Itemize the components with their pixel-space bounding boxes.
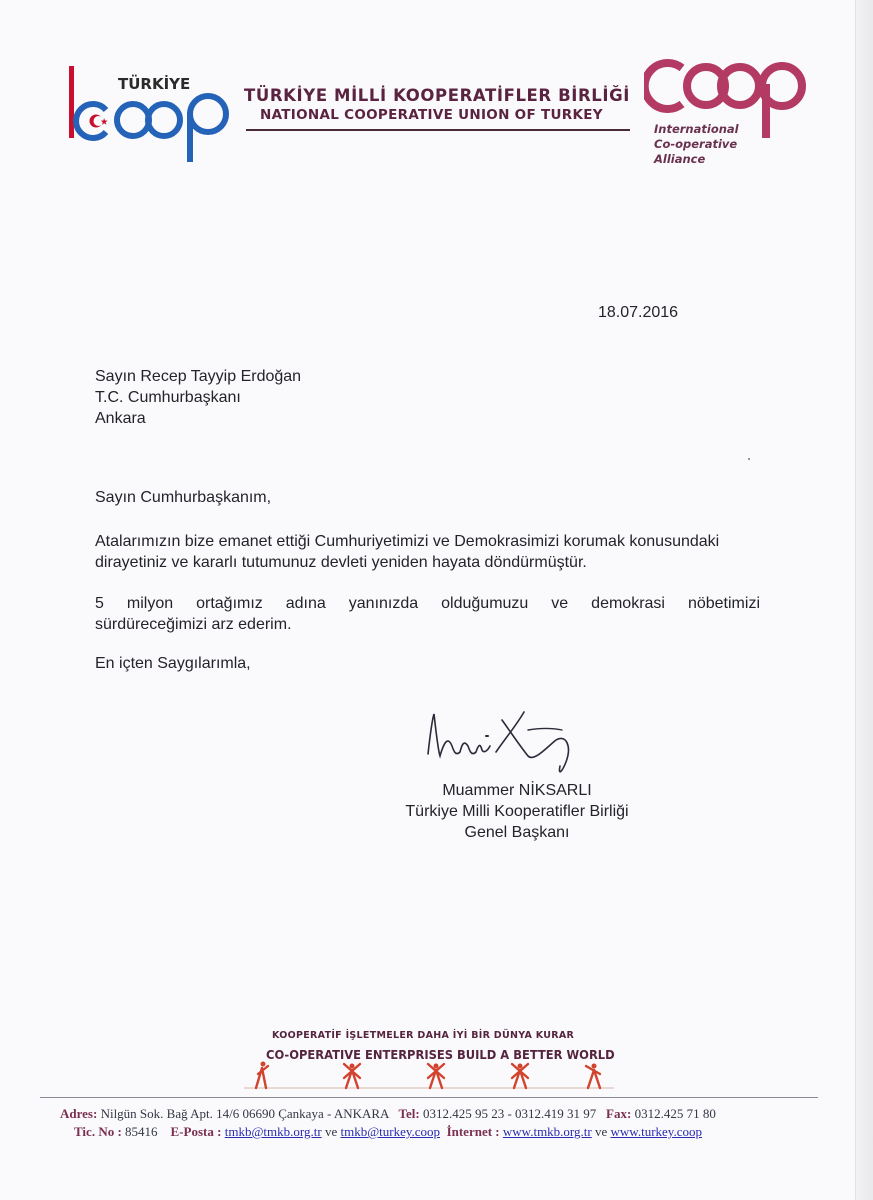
motto-english: CO-OPERATIVE ENTERPRISES BUILD A BETTER WORLD (266, 1047, 615, 1062)
recipient-city: Ankara (95, 410, 146, 427)
turkiye-coop-logo (66, 62, 236, 166)
signer-title: Genel Başkanı (464, 824, 570, 841)
handwritten-signature (416, 706, 616, 776)
paragraph-1-line-1: Atalarımızın bize emanet ettiği Cumhuriyetimizi ve Demokrasimizi korumak konusundaki (95, 533, 720, 550)
ica-line-1: International (654, 122, 739, 136)
tel-label: Tel: (398, 1106, 420, 1121)
scan-speck (748, 458, 750, 460)
tic-value: 85416 (125, 1124, 158, 1139)
internet-label: İnternet : (446, 1124, 500, 1139)
scan-edge (855, 0, 873, 1200)
salutation: Sayın Cumhurbaşkanım, (95, 489, 272, 506)
ica-line-2: Co-operative (654, 137, 738, 151)
web-link-1[interactable]: www.tmkb.org.tr (502, 1124, 592, 1139)
and-word-1: ve (324, 1124, 338, 1139)
tic-label: Tic. No : (74, 1124, 122, 1139)
header-divider (246, 129, 630, 131)
org-name-english: NATIONAL COOPERATIVE UNION OF TURKEY (260, 107, 603, 123)
logo-country-text: TÜRKİYE (118, 75, 191, 93)
people-figures-illustration (244, 1060, 614, 1092)
signer-block (396, 780, 638, 843)
motto-turkish: KOOPERATİF İŞLETMELER DAHA İYİ BİR DÜNYA KURAR (272, 1030, 575, 1041)
tel-value: 0312.425 95 23 - 0312.419 31 97 (422, 1106, 597, 1121)
recipient-block (95, 366, 301, 429)
closing: En içten Saygılarımla, (95, 655, 251, 672)
letter-date: 18.07.2016 (598, 304, 679, 321)
footer-divider (40, 1097, 818, 1098)
ica-line-3: Alliance (654, 152, 706, 166)
address-label: Adres: (60, 1106, 98, 1121)
email-link-1[interactable]: tmkb@tmkb.org.tr (224, 1124, 322, 1139)
email-label: E-Posta : (170, 1124, 222, 1139)
signer-organization: Türkiye Milli Kooperatifler Birliği (405, 803, 629, 820)
fax-label: Fax: (606, 1106, 632, 1121)
org-name-turkish: TÜRKİYE MİLLİ KOOPERATİFLER BİRLİĞİ (244, 86, 631, 105)
recipient-name: Sayın Recep Tayyip Erdoğan (95, 368, 302, 385)
ica-name (654, 122, 739, 167)
and-word-2: ve (594, 1124, 608, 1139)
footer-line-1 (60, 1106, 716, 1122)
web-link-2[interactable]: www.turkey.coop (610, 1124, 702, 1139)
paragraph-2-line-2: sürdüreceğimizi arz ederim. (95, 616, 292, 633)
address-value: Nilgün Sok. Bağ Apt. 14/6 06690 Çankaya - ANKARA (100, 1106, 389, 1121)
paragraph-2-line-1: 5 milyon ortağımız adına yanınızda olduğumuzu ve demokrasi nöbetimizi (95, 595, 760, 612)
footer-line-2 (74, 1124, 702, 1140)
paragraph-2 (95, 593, 760, 635)
signer-name: Muammer NİKSARLI (442, 782, 592, 799)
email-link-2[interactable]: tmkb@turkey.coop (340, 1124, 441, 1139)
paragraph-1 (95, 531, 719, 573)
recipient-title: T.C. Cumhurbaşkanı (95, 389, 241, 406)
paragraph-1-line-2: dirayetiniz ve kararlı tutumunuz devleti yeniden hayata döndürmüştür. (95, 554, 587, 571)
fax-value: 0312.425 71 80 (634, 1106, 716, 1121)
